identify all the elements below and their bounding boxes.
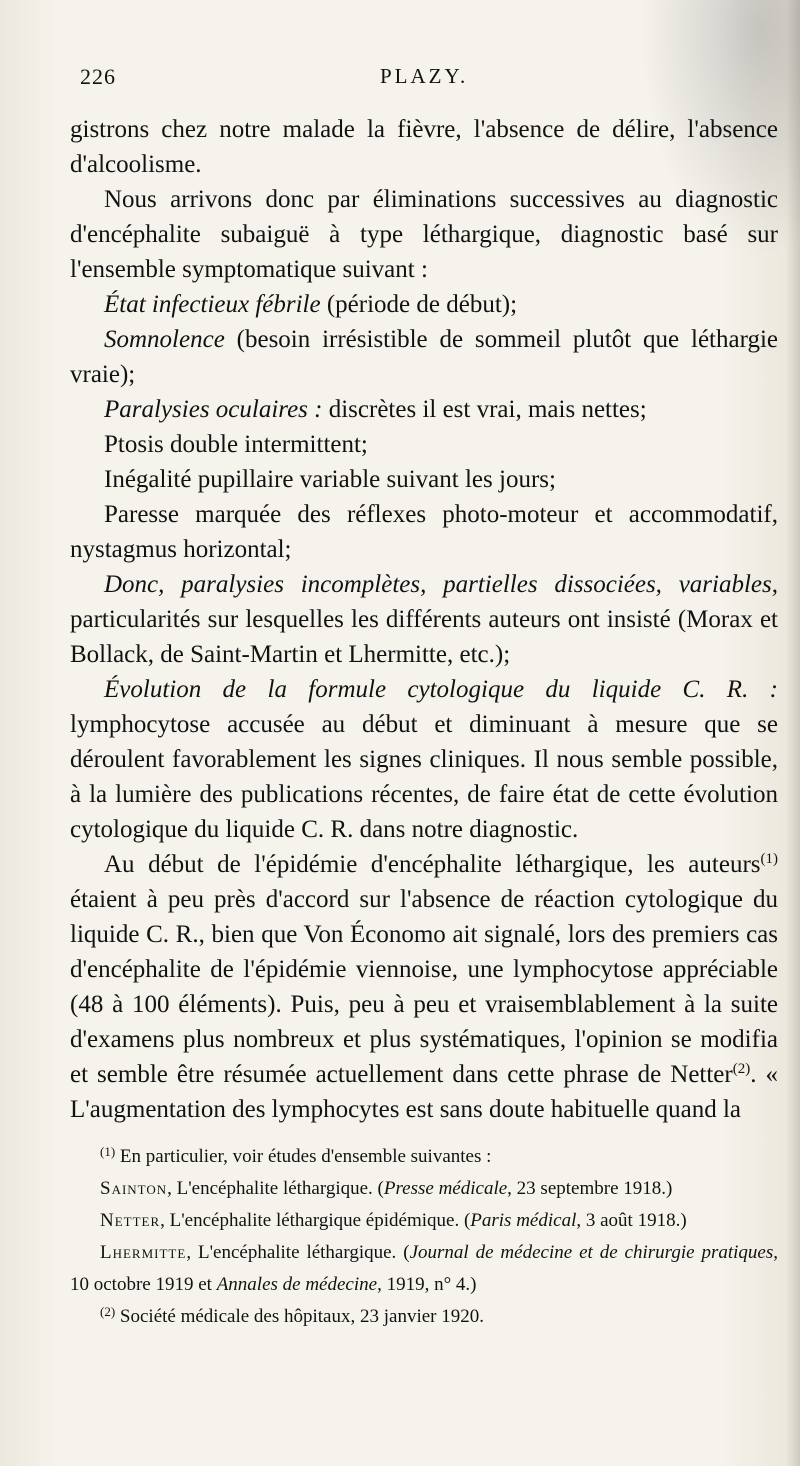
symptom-item-paralysies: Donc, paralysies incomplètes, partielles dissociées, variables, particularités sur lesquelles les différents auteurs ont insisté (Morax et Bollack, de Saint-Martin et Lhermitte, etc.);: [70, 571, 778, 668]
paragraph-epidemic: Au début de l'épidémie d'encéphalite léthargique, les auteurs$^{(1)}$ étaient à peu près d'accord sur l'absence de réaction cytologique du liquide C. R., bien que Von Économo ait signalé, lors des premiers cas d'encéphalite de l'épidémie viennoise, une lymphocytose appréciable (48 à 100 éléments). Puis, peu à peu et vraisemblablement à la suite d'examens plus nombreux et plus systématiques, l'opinion se modifia et semble être résumée actuellement dans cette phrase de Netter$^{(2)}$. « L'augmentation des lymphocytes est sans doute habituelle quand la: [70, 851, 778, 1123]
page-header: [70, 58, 778, 98]
symptom-item-ptosis: Ptosis double intermittent;: [104, 431, 368, 458]
footnote-ref-1: (1): [760, 851, 778, 867]
page-edge-shadow: [786, 0, 800, 1466]
symptom-item-ocular: Paralysies oculaires : discrètes il est vrai, mais nettes;: [104, 396, 647, 423]
footnotes: [70, 1141, 778, 1333]
page-number: 226: [80, 64, 116, 89]
symptom-item-pupil: Inégalité pupillaire variable suivant les jours;: [104, 466, 556, 493]
paragraph-diagnosis: Nous arrivons donc par éliminations successives au diagnostic d'encéphalite subaiguë à type léthargique, diagnostic basé sur l'ensemble symptomatique suivant :: [70, 186, 778, 283]
symptom-item-fever: État infectieux fébrile (période de début);: [104, 291, 518, 318]
symptom-item-somnolence: Somnolence (besoin irrésistible de sommeil plutôt que léthargie vraie);: [70, 326, 778, 388]
reference-sainton: Sainton, L'encéphalite léthargique. (Presse médicale, 23 septembre 1918.): [100, 1178, 673, 1199]
footnote-1: $^{(1)}$ En particulier, voir études d'ensemble suivantes :: [100, 1144, 492, 1167]
paragraph-continuation: gistrons chez notre malade la fièvre, l'absence de délire, l'absence d'alcoolisme.: [70, 116, 778, 178]
reference-netter: Netter, L'encéphalite léthargique épidémique. (Paris médical, 3 août 1918.): [100, 1210, 687, 1231]
symptom-item-cytology: Évolution de la formule cytologique du liquide C. R. : lymphocytose accusée au début et diminuant à mesure que se déroulent favorablement les signes cliniques. Il nous semble possible, à la lumière des publications récentes, de faire état de cette évolution cytologique du liquide C. R. dans notre diagnostic.: [70, 676, 778, 843]
running-head: PLAZY.: [380, 64, 469, 88]
reference-lhermitte: Lhermitte, L'encéphalite léthargique. (Journal de médecine et de chirurgie pratiques, 10 octobre 1919 et Annales de médecine, 1919, n° 4.): [70, 1242, 779, 1295]
footnote-separator: [70, 1127, 778, 1141]
footnote-2: $^{(2)}$ Société médicale des hôpitaux, 23 janvier 1920.: [100, 1304, 484, 1327]
main-text: [70, 112, 778, 1127]
footnote-ref-2: (2): [732, 1061, 751, 1077]
symptom-item-reflexes: Paresse marquée des réflexes photo-moteur et accommodatif, nystagmus horizontal;: [70, 501, 778, 563]
